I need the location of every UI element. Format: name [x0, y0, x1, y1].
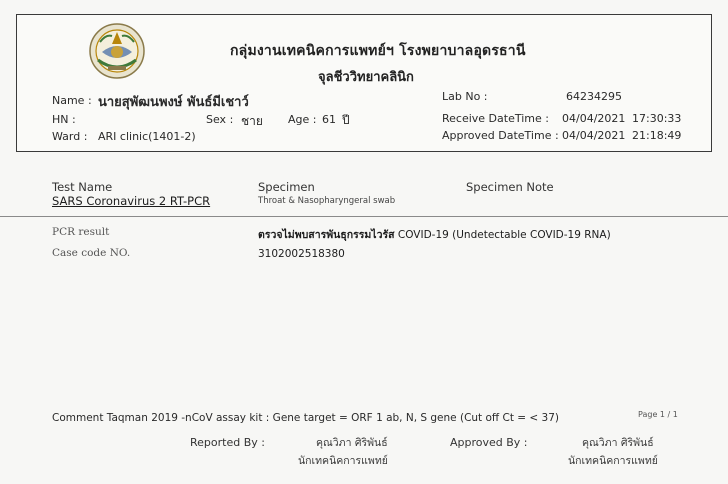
patient-name: นายสุพัฒนพงษ์ พันธ์มีเชาว์: [98, 95, 249, 110]
name-label: Name :: [52, 94, 92, 107]
reported-by-name: คุณวิภา ศิริพันธ์: [316, 437, 388, 449]
reported-by-label: Reported By :: [190, 436, 265, 449]
case-code-value: 3102002518380: [258, 248, 345, 260]
test-name-label: Test Name: [52, 180, 113, 194]
ward-value: ARI clinic(1401-2): [98, 130, 196, 143]
age-unit: ปี: [342, 113, 350, 127]
hn-label: HN :: [52, 113, 76, 126]
approved-by-name: คุณวิภา ศิริพันธ์: [582, 437, 654, 449]
pcr-result-value: [258, 226, 611, 243]
receive-time: 17:30:33: [632, 112, 682, 125]
organization-title: กลุ่มงานเทคนิคการแพทย์ฯ โรงพยาบาลอุดรธานี: [230, 43, 526, 59]
specimen-note-label: Specimen Note: [466, 180, 554, 194]
lab-no-label: Lab No :: [442, 90, 488, 103]
age-value: 61: [322, 113, 336, 126]
approved-datetime-label: Approved DateTime :: [442, 129, 559, 142]
pcr-result-label: PCR result: [52, 226, 110, 238]
sex-value: ชาย: [241, 114, 263, 128]
department-title: จุลชีววิทยาคลินิก: [318, 70, 414, 85]
approved-date: 04/04/2021: [562, 129, 626, 142]
pcr-result-thai: ตรวจไม่พบสารพันธุกรรมไวรัส: [258, 229, 395, 241]
age-label: Age :: [288, 113, 317, 126]
ward-label: Ward :: [52, 130, 88, 143]
approved-by-title: นักเทคนิคการแพทย์: [568, 455, 658, 467]
approved-by-label: Approved By :: [450, 436, 528, 449]
lab-no-value: 64234295: [566, 90, 622, 103]
receive-date: 04/04/2021: [562, 112, 626, 125]
specimen-value: Throat & Nasopharyngeral swab: [258, 196, 396, 206]
pcr-result-english: COVID-19 (Undetectable COVID-19 RNA): [397, 229, 611, 241]
reported-by-title: นักเทคนิคการแพทย์: [298, 455, 388, 467]
hospital-seal-logo: [88, 22, 146, 80]
receive-datetime-label: Receive DateTime :: [442, 112, 549, 125]
approved-time: 21:18:49: [632, 129, 682, 142]
assay-comment: Comment Taqman 2019 -nCoV assay kit : Gene target = ORF 1 ab, N, S gene (Cut off Ct = < 37): [52, 412, 560, 424]
page-number: Page 1 / 1: [638, 410, 678, 419]
test-name-value: SARS Coronavirus 2 RT-PCR: [52, 194, 211, 208]
specimen-label: Specimen: [258, 180, 315, 194]
sex-label: Sex :: [206, 113, 234, 126]
case-code-label: Case code NO.: [52, 247, 131, 259]
section-divider: [0, 216, 728, 217]
